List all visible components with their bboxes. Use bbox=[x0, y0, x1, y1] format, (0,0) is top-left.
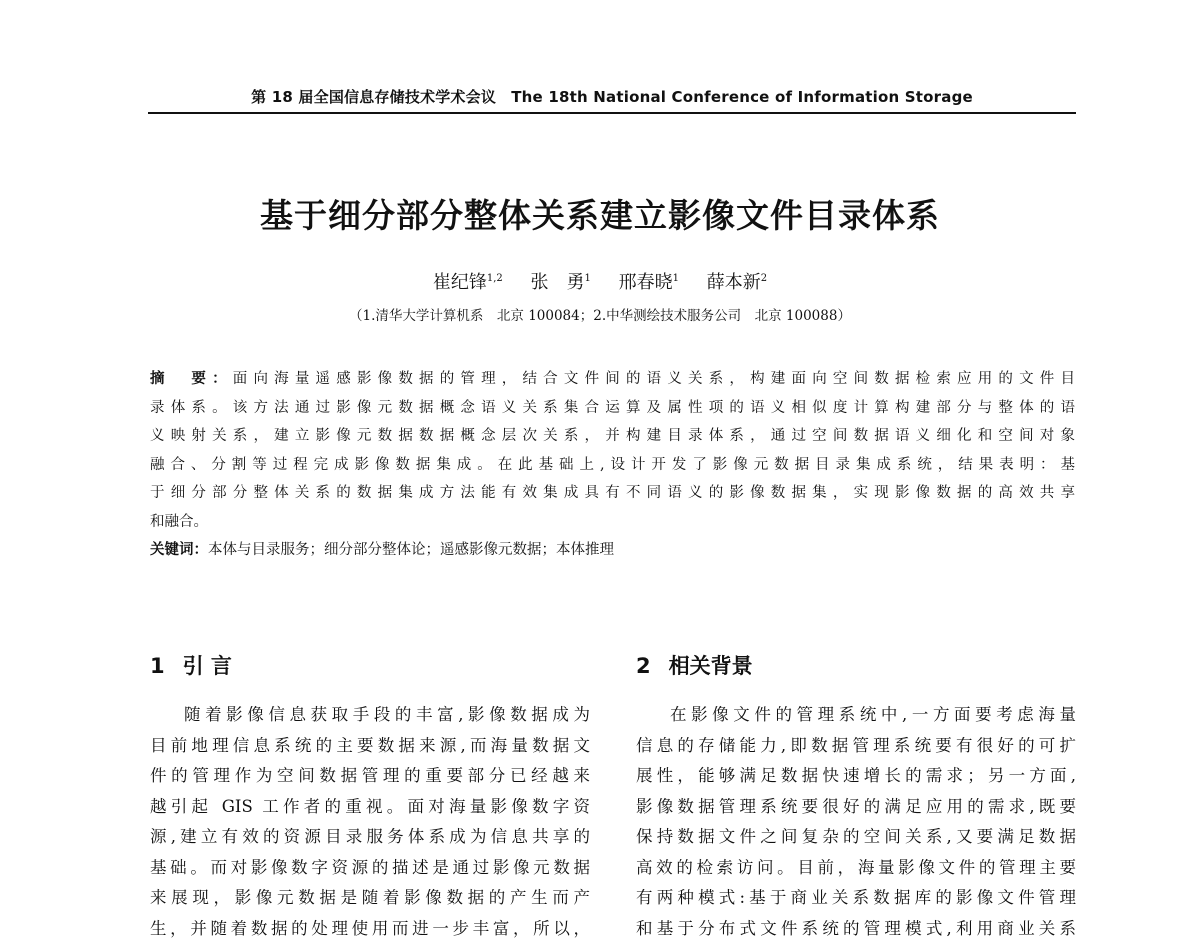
keywords bbox=[150, 536, 1075, 565]
author-affiliation-mark: 1 bbox=[584, 273, 591, 284]
header-rule bbox=[148, 112, 1076, 114]
body-line: 源,建立有效的资源目录服务体系成为信息共享的 bbox=[150, 827, 590, 846]
author bbox=[707, 272, 767, 293]
running-head: 第 18 届全国信息存储技术学术会议 The 18th National Conference of Information Storage bbox=[251, 88, 973, 106]
body-line: 有两种模式:基于商业关系数据库的影像文件管理 bbox=[636, 888, 1076, 907]
section-title: 引 言 bbox=[182, 654, 232, 678]
abstract-line bbox=[150, 365, 1075, 394]
abstract bbox=[150, 365, 1075, 565]
body-line: 信息的存储能力,即数据管理系统要有很好的可扩 bbox=[636, 735, 1076, 755]
left-column-body bbox=[150, 700, 590, 944]
body-line: 保持数据文件之间复杂的空间关系,又要满足数据 bbox=[636, 827, 1076, 846]
section-heading-2 bbox=[636, 650, 753, 680]
author bbox=[433, 272, 503, 293]
section-number: 1 bbox=[150, 654, 165, 678]
body-line: 和基于分布式文件系统的管理模式,利用商业关系 bbox=[636, 918, 1076, 938]
abstract-line: 于细分部分整体关系的数据集成方法能有效集成具有不同语义的影像数据集，实现影像数据的高效共享 bbox=[150, 485, 1075, 501]
body-line: 件的管理作为空间数据管理的重要部分已经越来 bbox=[150, 766, 590, 785]
abstract-label: 摘 要： bbox=[150, 371, 233, 387]
affiliations: （1.清华大学计算机系 北京 100084；2.中华测绘技术服务公司 北京 100088） bbox=[349, 308, 851, 324]
author-affiliation-mark: 2 bbox=[760, 273, 768, 284]
body-line: 目前地理信息系统的主要数据来源,而海量数据文 bbox=[150, 735, 590, 755]
body-line: 生，并随着数据的处理使用而进一步丰富，所以， bbox=[150, 918, 590, 938]
author-name: 薛本新 bbox=[706, 272, 761, 293]
author-name: 张 勇 bbox=[530, 272, 585, 293]
abstract-line: 录体系。该方法通过影像元数据概念语义关系集合运算及属性项的语义相似度计算构建部分与整体的语 bbox=[150, 399, 1075, 416]
paper-title: 基于细分部分整体关系建立影像文件目录体系 bbox=[260, 196, 940, 235]
right-column-body bbox=[636, 700, 1076, 944]
author-list bbox=[0, 268, 1200, 294]
author-affiliation-mark: 1,2 bbox=[486, 273, 503, 284]
body-line: 随着影像信息获取手段的丰富,影像数据成为 bbox=[184, 705, 590, 724]
section-number: 2 bbox=[636, 654, 651, 678]
keywords-text: 本体与目录服务；细分部分整体论；遥感影像元数据；本体推理 bbox=[208, 542, 614, 558]
body-line: 在影像文件的管理系统中,一方面要考虑海量 bbox=[670, 705, 1076, 724]
author-affiliation-mark: 1 bbox=[672, 273, 679, 284]
author bbox=[619, 272, 679, 293]
author-name: 崔纪锋 bbox=[432, 272, 487, 293]
abstract-line: 融合、分割等过程完成影像数据集成。在此基础上,设计开发了影像元数据目录集成系统，结果表明：基 bbox=[150, 456, 1075, 473]
section-heading-1 bbox=[150, 650, 232, 680]
body-line: 基础。而对影像数字资源的描述是通过影像元数据 bbox=[150, 857, 590, 877]
keywords-label: 关键词： bbox=[150, 542, 208, 558]
abstract-text: 面向海量遥感影像数据的管理，结合文件间的语义关系，构建面向空间数据检索应用的文件目 bbox=[232, 371, 1076, 387]
author bbox=[531, 272, 591, 293]
body-line: 展性，能够满足数据快速增长的需求；另一方面, bbox=[636, 766, 1076, 785]
body-line: 高效的检索访问。目前，海量影像文件的管理主要 bbox=[636, 857, 1076, 877]
body-line: 影像数据管理系统要很好的满足应用的需求,既要 bbox=[636, 796, 1076, 816]
body-line: 越引起 GIS 工作者的重视。面对海量影像数字资 bbox=[150, 796, 590, 816]
section-title: 相关背景 bbox=[668, 654, 753, 678]
body-line: 来展现，影像元数据是随着影像数据的产生而产 bbox=[150, 888, 590, 907]
author-name: 邢春晓 bbox=[618, 272, 673, 293]
abstract-line: 和融合。 bbox=[150, 513, 208, 530]
abstract-line: 义映射关系，建立影像元数据数据概念层次关系，并构建目录体系，通过空间数据语义细化和空间对象 bbox=[150, 428, 1075, 444]
